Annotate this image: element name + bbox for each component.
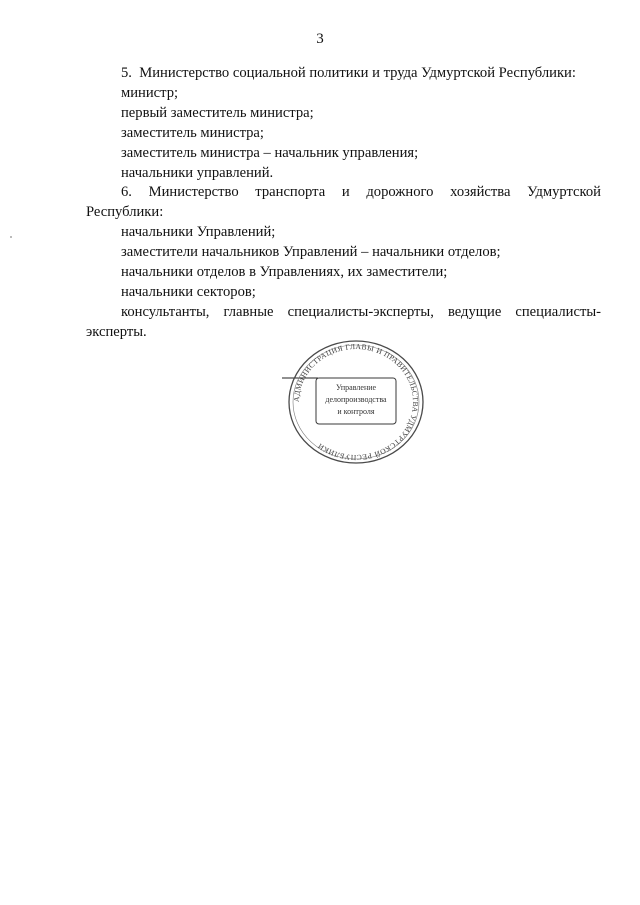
- page-number: 3: [316, 31, 324, 47]
- item-5-entry-deputy: заместитель министра;: [121, 124, 264, 141]
- item-6-entry-section-heads: начальники отделов в Управлениях, их заместители;: [121, 264, 448, 281]
- item-5-entry-minister: министр;: [121, 84, 179, 101]
- stamp-ring-text-path: АДМИНИСТРАЦИЯ ГЛАВЫ И ПРАВИТЕЛЬСТВА УДМУРТСКОЙ РЕСПУБЛИКИ: [291, 341, 421, 463]
- stamp-line-3: и контроля: [337, 407, 375, 416]
- item-5-entry-department-heads: начальники управлений.: [121, 164, 274, 181]
- item-6-entry-sector-heads: начальники секторов;: [121, 283, 256, 300]
- item-6-entry-deputy-directorate-heads: заместители начальников Управлений – начальники отделов;: [121, 244, 501, 261]
- item-5-heading: 5. Министерство социальной политики и труда Удмуртской Республики:: [121, 65, 576, 81]
- scan-artifact: [10, 236, 12, 238]
- item-6-entry-directorate-heads: начальники Управлений;: [121, 224, 276, 241]
- item-6-heading: 6. Министерство транспорта и дорожного хозяйства Удмуртской Республики:: [86, 184, 601, 221]
- item-5-entry-deputy-head: заместитель министра – начальник управления;: [121, 144, 419, 161]
- stamp-line-2: делопроизводства: [325, 395, 387, 404]
- stamp-line-1: Управление: [335, 383, 377, 392]
- item-5-entry-first-deputy: первый заместитель министра;: [121, 104, 314, 121]
- document-body: [86, 64, 601, 343]
- item-6-entry-consultants: консультанты, главные специалисты-эксперты, ведущие специалисты-эксперты.: [86, 303, 601, 340]
- official-stamp: [282, 338, 430, 468]
